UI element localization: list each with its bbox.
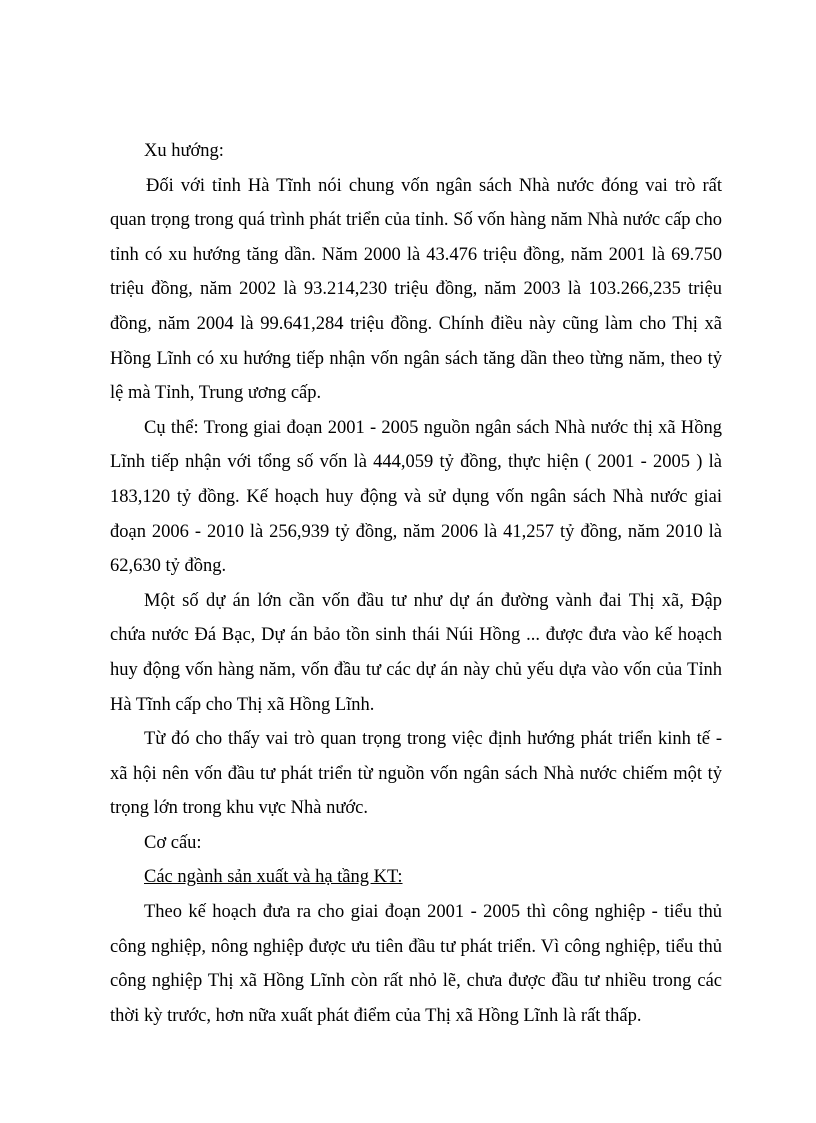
paragraph-line: trọng lớn trong khu vực Nhà nước.: [110, 798, 368, 819]
heading-line: Xu hướng:: [144, 141, 224, 161]
subheading-line: [110, 860, 722, 895]
paragraph-line: chứa nước Đá Bạc, Dự án bảo tồn sinh thái Núi Hồng ... được đưa vào kế hoạch: [110, 625, 722, 646]
paragraph-line: công nghiệp, nông nghiệp được ưu tiên đầu tư phát triển. Vì công nghiệp, tiểu thủ: [110, 936, 722, 957]
paragraph-line: huy động vốn hàng năm, vốn đầu tư các dự án này chủ yếu dựa vào vốn của Tỉnh: [110, 659, 722, 680]
heading-xu-huong: [110, 134, 722, 169]
paragraph-line: Hà Tĩnh cấp cho Thị xã Hồng Lĩnh.: [110, 694, 375, 715]
paragraph-line: Đối với tỉnh Hà Tĩnh nói chung vốn ngân sách Nhà nước đóng vai trò rất: [146, 175, 722, 196]
paragraph-line: Hồng Lĩnh có xu hướng tiếp nhận vốn ngân sách tăng dần theo từng năm, theo tỷ: [110, 348, 722, 369]
paragraph-line: đoạn 2006 - 2010 là 256,939 tỷ đồng, năm 2006 là 41,257 tỷ đồng, năm 2010 là: [110, 521, 722, 542]
paragraph-line: Lĩnh tiếp nhận với tổng số vốn là 444,059 tỷ đồng, thực hiện ( 2001 - 2005 ) là: [110, 452, 722, 473]
paragraph-line: xã hội nên vốn đầu tư phát triển từ nguồn vốn ngân sách Nhà nước chiếm một tỷ: [110, 763, 722, 784]
paragraph-line: quan trọng trong quá trình phát triển của tỉnh. Số vốn hàng năm Nhà nước cấp cho: [110, 210, 722, 231]
paragraph-line: tỉnh có xu hướng tăng dần. Năm 2000 là 43.476 triệu đồng, năm 2001 là 69.750: [110, 244, 722, 265]
paragraph-line: 62,630 tỷ đồng.: [110, 556, 227, 577]
heading-co-cau: [110, 826, 722, 861]
paragraph-line: triệu đồng, năm 2002 là 93.214,230 triệu đồng, năm 2003 là 103.266,235 triệu: [110, 279, 722, 300]
subheading-cac-nganh: [110, 860, 722, 895]
paragraph-ke-hoach: [110, 895, 722, 1033]
heading-line: Cơ cấu:: [144, 832, 202, 853]
paragraph-line: lệ mà Tỉnh, Trung ương cấp.: [110, 383, 322, 404]
paragraph-line: Cụ thể: Trong giai đoạn 2001 - 2005 nguồn ngân sách Nhà nước thị xã Hồng: [144, 417, 722, 438]
paragraph-line: Một số dự án lớn cần vốn đầu tư như dự án đường vành đai Thị xã, Đập: [144, 590, 722, 611]
paragraph-vai-tro: [110, 722, 722, 826]
paragraph-line: đồng, năm 2004 là 99.641,284 triệu đồng. Chính điều này cũng làm cho Thị xã: [110, 313, 722, 334]
paragraph-line: thời kỳ trước, hơn nữa xuất phát điểm của Thị xã Hồng Lĩnh là rất thấp.: [110, 1005, 642, 1026]
document-body: [110, 134, 722, 1033]
paragraph-xu-huong: [110, 169, 722, 411]
paragraph-line: Theo kế hoạch đưa ra cho giai đoạn 2001 - 2005 thì công nghiệp - tiểu thủ: [144, 902, 722, 923]
paragraph-du-an: [110, 584, 722, 722]
paragraph-line: Từ đó cho thấy vai trò quan trọng trong việc định hướng phát triển kinh tế -: [144, 729, 722, 750]
paragraph-line: 183,120 tỷ đồng. Kế hoạch huy động và sử dụng vốn ngân sách Nhà nước giai: [110, 486, 722, 507]
paragraph-line: công nghiệp Thị xã Hồng Lĩnh còn rất nhỏ lẽ, chưa được đầu tư nhiều trong các: [110, 971, 722, 992]
subheading-text: Các ngành sản xuất và hạ tầng KT:: [144, 867, 403, 888]
paragraph-cu-the: [110, 411, 722, 584]
